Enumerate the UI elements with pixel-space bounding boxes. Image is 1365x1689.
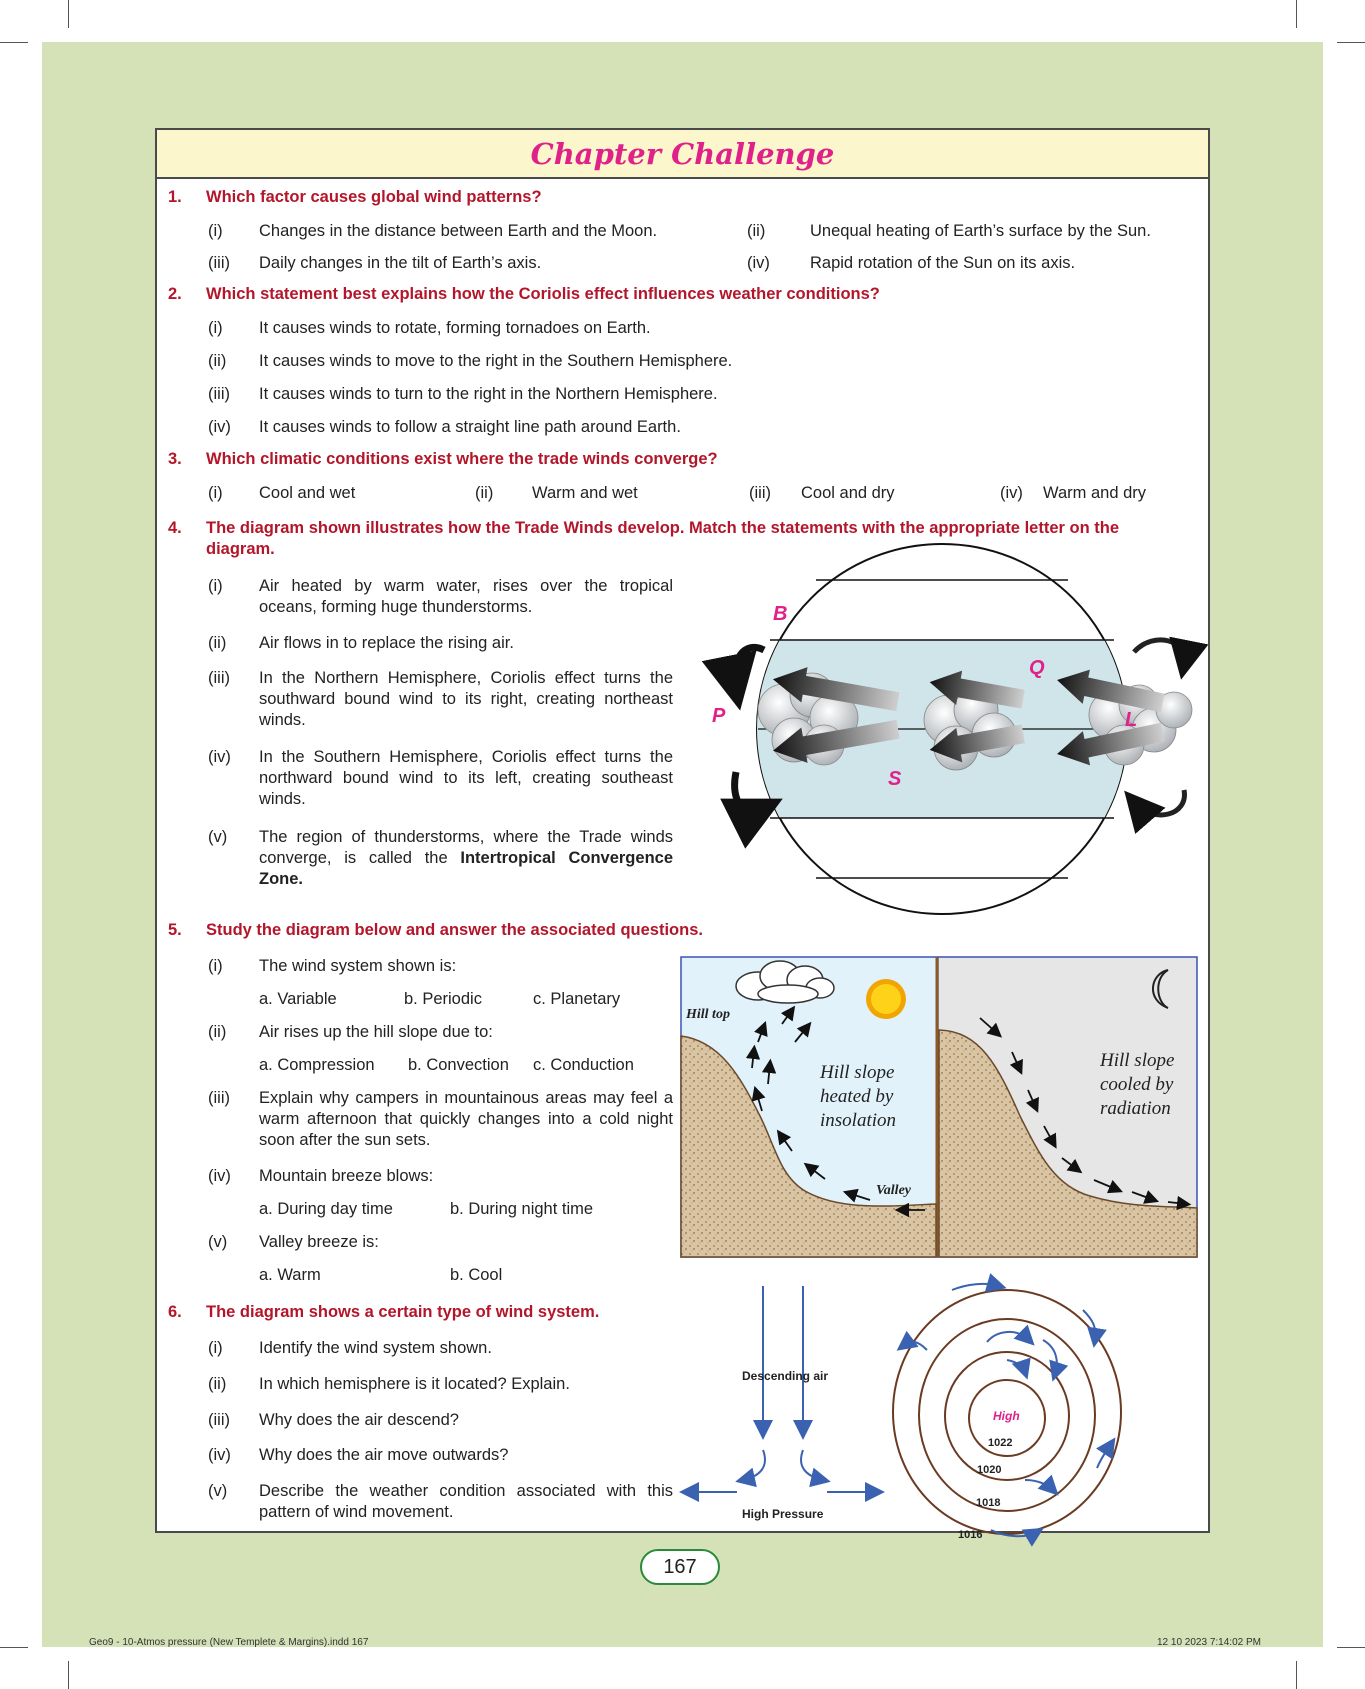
option	[208, 1445, 668, 1467]
option-numeral: (v)	[208, 828, 228, 846]
choice: a. Compression	[259, 1056, 375, 1074]
option	[208, 747, 673, 813]
crop-mark	[1296, 0, 1297, 28]
choice: c. Planetary	[533, 990, 621, 1008]
option-text: It causes winds to follow a straight line path around Earth.	[259, 418, 681, 436]
option-text: Daily changes in the tilt of Earth’s axis.	[259, 254, 542, 272]
option-numeral: (i)	[208, 484, 223, 502]
option-text: Cool and wet	[259, 484, 356, 502]
option-numeral: (ii)	[475, 484, 494, 502]
choice: a. Variable	[259, 990, 337, 1008]
option	[208, 483, 468, 505]
option-text-part: The region of thunderstorms, where the Trade winds converge, is called the	[259, 828, 673, 867]
option-text: Warm and dry	[1043, 484, 1146, 502]
choice: b. Periodic	[404, 990, 482, 1008]
option-text: In the Northern Hemisphere, Coriolis effect turns the southward bound wind to its right, creating northeast winds.	[259, 669, 673, 729]
page-number: 167	[640, 1549, 720, 1585]
crop-mark	[68, 1661, 69, 1689]
option-numeral: (iv)	[208, 418, 231, 436]
option-numeral: (ii)	[208, 1375, 227, 1393]
option	[208, 1088, 673, 1154]
question-number: 2.	[168, 285, 182, 303]
option-text: The wind system shown is:	[259, 957, 457, 975]
footer-file-info: Geo9 - 10-Atmos pressure (New Templete & Margins).indd 167	[89, 1637, 369, 1648]
descending-air-label: Descending air	[742, 1369, 829, 1383]
option-text: It causes winds to turn to the right in the Northern Hemisphere.	[259, 385, 718, 403]
option	[208, 1410, 668, 1432]
choice: b. During night time	[450, 1200, 594, 1218]
curved-arrow	[1134, 790, 1184, 815]
option-text: In the Southern Hemisphere, Coriolis effect turns the northward bound wind to its left, creating southeast winds.	[259, 748, 673, 808]
night-caption: radiation	[1100, 1098, 1171, 1119]
question-text-continued: diagram.	[206, 540, 275, 558]
option-text: Mountain breeze blows:	[259, 1167, 434, 1185]
high-pressure-label: High Pressure	[742, 1507, 824, 1521]
night-caption: cooled by	[1100, 1074, 1174, 1095]
label-p: P	[712, 705, 726, 727]
option	[208, 956, 648, 978]
sun-icon	[866, 979, 906, 1019]
label-l: L	[1125, 709, 1138, 731]
option-numeral: (ii)	[208, 352, 227, 370]
option-text: Cool and dry	[801, 484, 895, 502]
crop-mark	[0, 42, 28, 43]
option-text: Why does the air move outwards?	[259, 1446, 509, 1464]
option-numeral: (v)	[208, 1482, 228, 1500]
label-q: Q	[1029, 657, 1045, 679]
choice: b. Convection	[408, 1056, 509, 1074]
option	[208, 668, 673, 734]
option-text: Air rises up the hill slope due to:	[259, 1023, 493, 1041]
option	[747, 253, 1202, 275]
option-text: It causes winds to move to the right in the Southern Hemisphere.	[259, 352, 733, 370]
crop-mark	[1337, 1647, 1365, 1648]
question-number: 4.	[168, 519, 182, 537]
option	[208, 1338, 668, 1360]
isobar-value: 1022	[988, 1437, 1013, 1449]
title-bar	[157, 130, 1208, 179]
day-caption: insolation	[820, 1110, 897, 1131]
option	[475, 483, 735, 505]
option-numeral: (ii)	[208, 1023, 227, 1041]
option	[208, 417, 1008, 439]
option	[208, 1374, 668, 1396]
option-numeral: (iii)	[208, 669, 230, 687]
day-caption: heated by	[820, 1086, 894, 1107]
question-3	[168, 449, 1198, 471]
question-5	[168, 920, 868, 942]
option	[208, 221, 708, 243]
option-text	[259, 827, 673, 890]
option	[1000, 483, 1200, 505]
crop-mark	[1337, 42, 1365, 43]
option-numeral: (iii)	[208, 1411, 230, 1429]
chapter-challenge-box	[155, 128, 1210, 1541]
footer-timestamp: 12 10 2023 7:14:02 PM	[1157, 1637, 1261, 1648]
option-text: Unequal heating of Earth’s surface by the Sun.	[810, 222, 1151, 240]
choice: a. Warm	[259, 1266, 321, 1284]
option-numeral: (ii)	[747, 222, 766, 240]
curved-arrow	[735, 772, 764, 811]
option-text: Warm and wet	[532, 484, 638, 502]
option-text: Why does the air descend?	[259, 1411, 459, 1429]
trade-winds-diagram	[684, 540, 1200, 920]
option-numeral: (i)	[208, 222, 223, 240]
question-text: Which statement best explains how the Coriolis effect influences weather conditions?	[206, 285, 880, 303]
option-numeral: (i)	[208, 319, 223, 337]
question-number: 3.	[168, 450, 182, 468]
option-numeral: (iii)	[208, 254, 230, 272]
anticyclone-diagram	[717, 1270, 1197, 1541]
page-title: Chapter Challenge	[530, 137, 835, 171]
isobar-value: 1018	[976, 1497, 1001, 1509]
option	[208, 1232, 648, 1254]
question-text: Which climatic conditions exist where the trade winds converge?	[206, 450, 718, 468]
option-numeral: (iv)	[208, 1446, 231, 1464]
valley-label: Valley	[876, 1183, 911, 1198]
isobar-value: 1016	[958, 1529, 983, 1541]
option	[208, 633, 673, 655]
choice: b. Cool	[450, 1266, 503, 1284]
option-text: Air flows in to replace the rising air.	[259, 634, 514, 652]
option-text: Describe the weather condition associated with this pattern of wind movement.	[259, 1482, 673, 1521]
option-text: Valley breeze is:	[259, 1233, 379, 1251]
option-numeral: (iv)	[208, 748, 231, 766]
option	[208, 253, 708, 275]
hill-top-label: Hill top	[686, 1007, 730, 1022]
option-numeral: (iii)	[749, 484, 771, 502]
question-text: Study the diagram below and answer the associated questions.	[206, 921, 703, 939]
night-caption: Hill slope	[1100, 1050, 1175, 1071]
choice: c. Conduction	[533, 1056, 634, 1074]
choice: a. During day time	[259, 1200, 393, 1218]
option-numeral: (i)	[208, 577, 223, 595]
option-numeral: (iii)	[208, 1089, 230, 1107]
question-2	[168, 284, 1198, 306]
option-numeral: (iv)	[747, 254, 770, 272]
curved-arrow	[1134, 640, 1184, 665]
option	[749, 483, 989, 505]
option	[208, 827, 673, 893]
option	[208, 1481, 673, 1525]
option	[208, 318, 1008, 340]
question-number: 5.	[168, 921, 182, 939]
crop-mark	[68, 0, 69, 28]
option-numeral: (v)	[208, 1233, 228, 1251]
option-numeral: (ii)	[208, 634, 227, 652]
crop-mark	[0, 1647, 28, 1648]
itcz-term: Intertropical Convergence Zone.	[259, 849, 673, 888]
option-numeral: (i)	[208, 957, 223, 975]
option-text: It causes winds to rotate, forming tornadoes on Earth.	[259, 319, 651, 337]
option-numeral: (iv)	[1000, 484, 1023, 502]
label-b: B	[773, 603, 788, 625]
option-text: Rapid rotation of the Sun on its axis.	[810, 254, 1076, 272]
day-caption: Hill slope	[820, 1062, 895, 1083]
option	[208, 1166, 648, 1188]
question-number: 6.	[168, 1303, 182, 1321]
question-text: The diagram shown illustrates how the Trade Winds develop. Match the statements with the appropriate letter on the	[206, 519, 1119, 537]
option-text: Air heated by warm water, rises over the tropical oceans, forming huge thunderstorms.	[259, 577, 673, 616]
option	[208, 384, 1008, 406]
question-text: The diagram shows a certain type of wind system.	[206, 1303, 600, 1321]
question-text: Which factor causes global wind patterns?	[206, 188, 542, 206]
option-numeral: (iii)	[208, 385, 230, 403]
valley-mountain-breeze-diagram	[680, 956, 1198, 1258]
option	[208, 351, 1008, 373]
question-1	[168, 187, 1198, 209]
option-numeral: (i)	[208, 1339, 223, 1357]
option-text: Identify the wind system shown.	[259, 1339, 492, 1357]
label-s: S	[888, 768, 902, 790]
isobar-value: 1020	[977, 1464, 1002, 1476]
crop-mark	[1296, 1661, 1297, 1689]
option-text: Changes in the distance between Earth and the Moon.	[259, 222, 658, 240]
option	[208, 576, 673, 620]
curved-arrow	[735, 647, 764, 690]
option-text: In which hemisphere is it located? Explain.	[259, 1375, 570, 1393]
option-text: Explain why campers in mountainous areas may feel a warm afternoon that quickly changes into a cold night soon after the sun sets.	[259, 1089, 673, 1149]
high-label: High	[993, 1409, 1020, 1423]
option	[208, 1022, 648, 1044]
question-number: 1.	[168, 188, 182, 206]
option-numeral: (iv)	[208, 1167, 231, 1185]
option	[747, 221, 1202, 243]
